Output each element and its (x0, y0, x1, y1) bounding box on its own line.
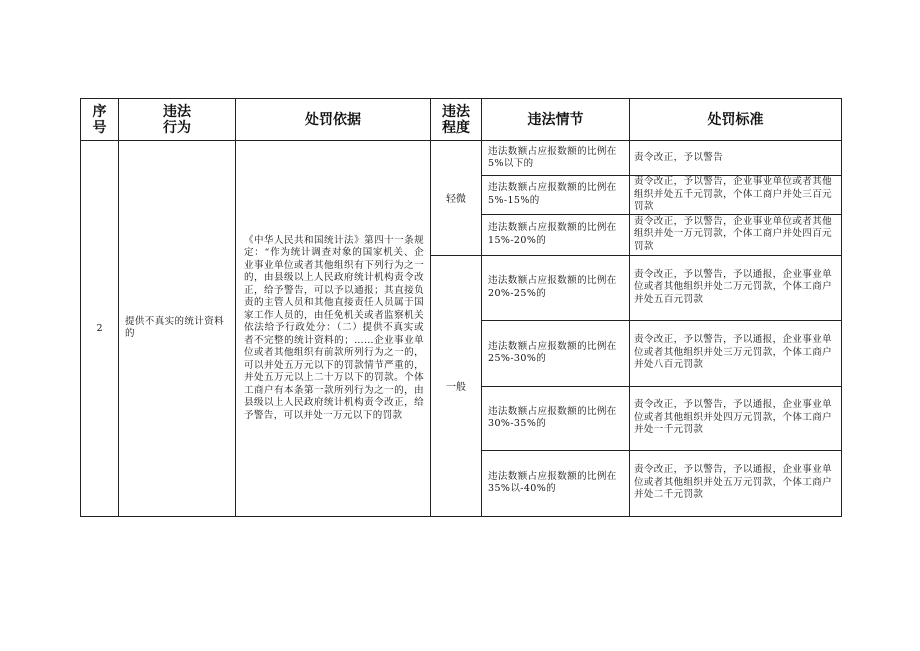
seq-cell: 2 (81, 141, 119, 517)
penalty-standard-table (80, 98, 842, 517)
standard-cell: 责令改正，予以警告，予以通报，企业事业单位或者其他组织并处三万元罚款，个体工商户并处八百元罚款 (630, 320, 842, 386)
circumstance-cell: 违法数额占应报数额的比例在 25%-30%的 (482, 320, 630, 386)
basis-cell: 《中华人民共和国统计法》第四十一条规定：“作为统计调查对象的国家机关、企业事业单位或者其他组织有下列行为之一的，由县级以上人民政府统计机构责令改正，给予警告，可以予以通报；其直接负责的主管人员和其他直接责任人员属于国家工作人员的，由任免机关或者监察机关依法给予行政处分：（二）提供不真实或者不完整的统计资料的；……企业事业单位或者其他组织有前款所列行为之一的，可以并处五万元以下的罚款情节严重的，并处五万元以上二十万以下的罚款。个体工商户有本条第一款所列行为之一的，由县级以上人民政府统计机构责令改正，给予警告，可以并处一万元以下的罚款 (236, 141, 431, 517)
standard-cell: 责令改正，予以警告，予以通报，企业事业单位或者其他组织并处二万元罚款，个体工商户并处五百元罚款 (630, 255, 842, 320)
behavior-cell: 提供不真实的统计资料的 (119, 141, 236, 517)
circumstance-cell: 违法数额占应报数额的比例在 20%-25%的 (482, 255, 630, 320)
standard-cell: 责令改正，予以警告，予以通报，企业事业单位或者其他组织并处四万元罚款，个体工商户并处一千元罚款 (630, 386, 842, 450)
header-degree: 违法 程度 (431, 99, 482, 141)
circumstance-cell: 违法数额占应报数额的比例在 35%以-40%的 (482, 450, 630, 516)
degree-cell-minor: 轻微 (431, 141, 482, 256)
standard-cell: 责令改正，予以警告，企业事业单位或者其他组织并处一万元罚款，个体工商户并处四百元罚款 (630, 214, 842, 255)
circumstance-cell: 违法数额占应报数额的比例在 30%-35%的 (482, 386, 630, 450)
circumstance-cell: 违法数额占应报数额的比例在 15%-20%的 (482, 214, 630, 255)
header-circumstance: 违法情节 (482, 99, 630, 141)
header-row (81, 99, 842, 141)
standard-cell: 责令改正，予以警告，予以通报，企业事业单位或者其他组织并处五万元罚款，个体工商户并处二千元罚款 (630, 450, 842, 516)
circumstance-cell: 违法数额占应报数额的比例在 5%-15%的 (482, 176, 630, 215)
standard-cell: 责令改正，予以警告 (630, 141, 842, 176)
degree-cell-general: 一般 (431, 255, 482, 516)
standard-cell: 责令改正，予以警告，企业事业单位或者其他组织并处五千元罚款，个体工商户并处三百元罚款 (630, 176, 842, 215)
circumstance-cell: 违法数额占应报数额的比例在 5%以下的 (482, 141, 630, 176)
header-seq: 序 号 (81, 99, 119, 141)
header-basis: 处罚依据 (236, 99, 431, 141)
header-behavior: 违法 行为 (119, 99, 236, 141)
table-row (81, 141, 842, 176)
header-standard: 处罚标准 (630, 99, 842, 141)
